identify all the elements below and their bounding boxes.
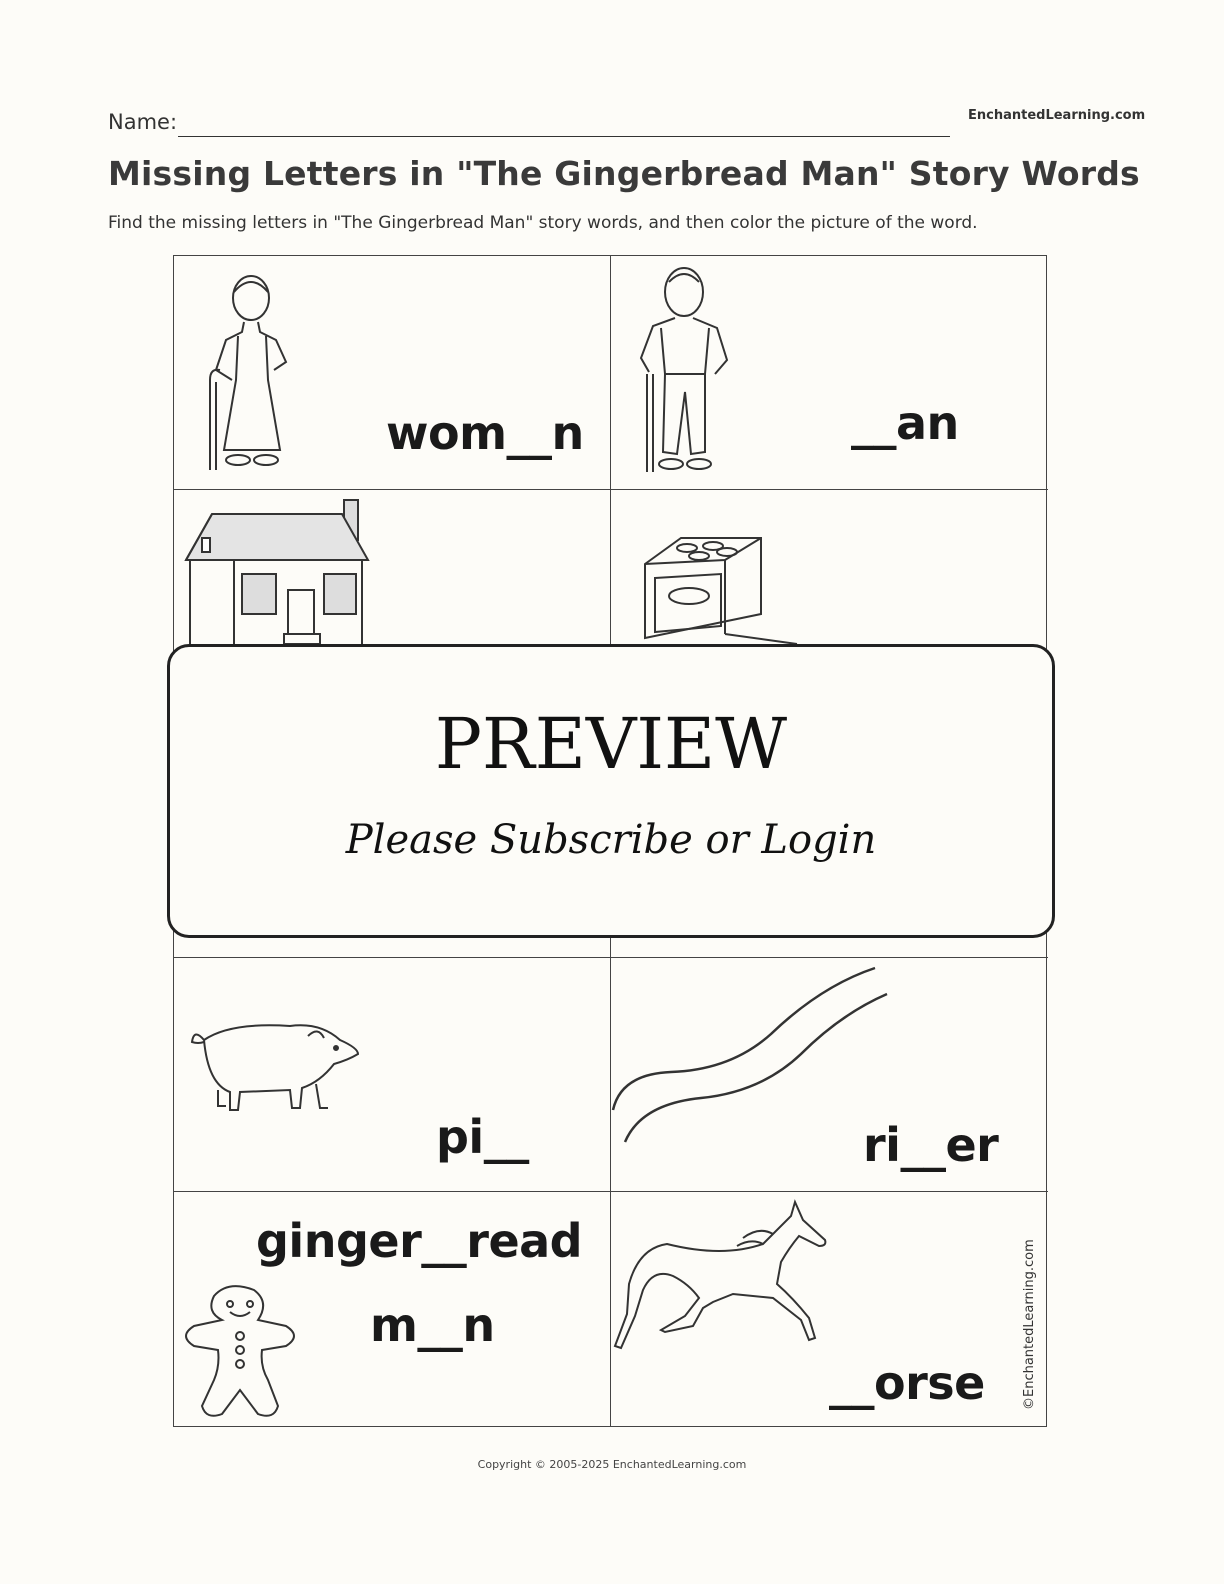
word-man: __an xyxy=(851,396,959,450)
page-title: Missing Letters in "The Gingerbread Man" Story Words xyxy=(108,154,1140,193)
cell-river xyxy=(611,958,1048,1192)
cell-pig xyxy=(174,958,611,1192)
cell-woman xyxy=(174,256,611,490)
preview-overlay xyxy=(167,644,1055,938)
site-name: EnchantedLearning.com xyxy=(968,108,1146,123)
word-man-2: m__n xyxy=(370,1298,495,1352)
vertical-credit: ©EnchantedLearning.com xyxy=(1022,1239,1037,1410)
copyright-footer: Copyright © 2005-2025 EnchantedLearning.com xyxy=(477,1458,747,1471)
river-icon xyxy=(611,964,901,1154)
word-gingerbread: ginger__read xyxy=(256,1214,583,1268)
word-river: ri__er xyxy=(863,1118,999,1172)
subscribe-login-prompt[interactable]: Please Subscribe or Login xyxy=(345,817,877,863)
word-woman: wom__n xyxy=(386,406,584,460)
word-horse: __orse xyxy=(829,1356,985,1410)
horse-icon xyxy=(613,1198,843,1358)
man-icon xyxy=(629,262,739,478)
name-line xyxy=(178,136,950,137)
cell-horse xyxy=(611,1192,1048,1426)
instructions: Find the missing letters in "The Gingerbread Man" story words, and then color the picture of the word. xyxy=(108,213,978,233)
cell-man xyxy=(611,256,1048,490)
preview-title: PREVIEW xyxy=(434,703,788,785)
house-icon xyxy=(184,496,384,646)
word-pig: pi__ xyxy=(436,1110,529,1164)
name-label: Name: xyxy=(108,110,178,134)
oven-icon xyxy=(641,534,801,644)
pig-icon xyxy=(190,1018,370,1118)
woman-icon xyxy=(196,270,306,470)
gingerbread-man-icon xyxy=(178,1282,302,1420)
cell-gingerbread xyxy=(174,1192,611,1426)
